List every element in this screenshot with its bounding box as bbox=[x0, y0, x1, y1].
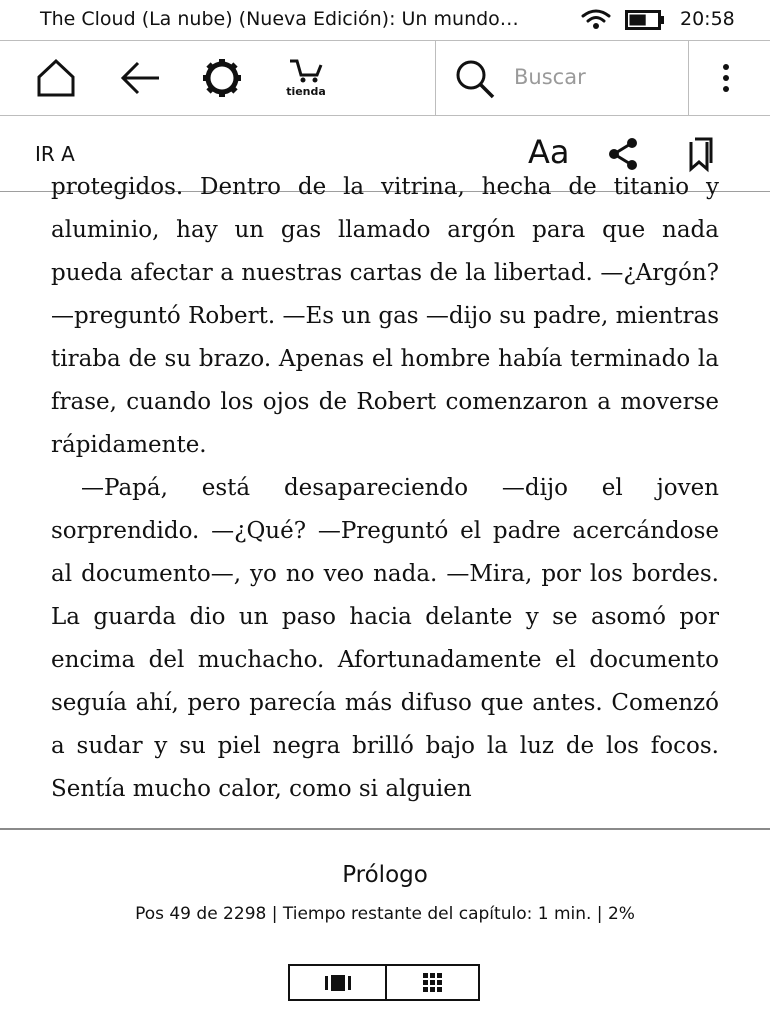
wifi-icon bbox=[581, 8, 611, 30]
arrow-left-icon bbox=[119, 60, 161, 96]
reading-progress: Pos 49 de 2298 | Tiempo restante del capítulo: 1 min. | 2% bbox=[135, 904, 635, 924]
home-icon bbox=[36, 58, 76, 98]
settings-button[interactable] bbox=[194, 41, 250, 115]
divider bbox=[0, 828, 770, 830]
more-vertical-icon bbox=[721, 63, 731, 93]
search-placeholder: Buscar bbox=[514, 65, 586, 89]
battery-icon bbox=[625, 9, 665, 31]
page-view-button[interactable] bbox=[290, 966, 387, 999]
menu-button[interactable] bbox=[704, 41, 748, 115]
reading-area[interactable] bbox=[0, 174, 770, 828]
status-bar bbox=[0, 0, 770, 40]
goto-button[interactable]: IR A bbox=[35, 142, 75, 166]
store-button[interactable] bbox=[278, 41, 334, 115]
page-view-icon bbox=[325, 975, 351, 991]
cart-icon bbox=[286, 58, 326, 84]
grid-view-icon bbox=[423, 973, 443, 993]
back-button[interactable] bbox=[112, 41, 168, 115]
font-settings-button[interactable]: Aa bbox=[528, 133, 570, 171]
search-box[interactable] bbox=[435, 41, 689, 115]
page-text bbox=[51, 166, 719, 811]
grid-view-button[interactable] bbox=[387, 966, 478, 999]
chapter-title: Prólogo bbox=[342, 862, 428, 888]
view-toggle bbox=[288, 964, 480, 1001]
book-title: The Cloud (La nube) (Nueva Edición): Un mundo… bbox=[40, 8, 519, 30]
gear-icon bbox=[201, 57, 243, 99]
top-toolbar bbox=[0, 40, 770, 116]
store-label: tienda bbox=[286, 85, 326, 98]
paragraph: —Papá, está desapareciendo —dijo el joven sorprendido. —¿Qué? —Preguntó el padre acercándose al documento—, yo no veo nada. —Mira, por los bordes. La guarda dio un paso hacia delante y se asomó por encima del muchacho. Afortunadamente el documento seguía ahí, pero parecía más difuso que antes. Comenzó a sudar y su piel negra brilló bajo la luz de los focos. Sentía mucho calor, como si alguien bbox=[51, 475, 719, 802]
paragraph: protegidos. Dentro de la vitrina, hecha de titanio y aluminio, hay un gas llamado argón para que nada pueda afectar a nuestras cartas de la libertad. —¿Argón? —preguntó Robert. —Es un gas —dijo su padre, mientras tiraba de su brazo. Apenas el hombre había terminado la frase, cuando los ojos de Robert comenzaron a moverse rápidamente. bbox=[51, 174, 719, 458]
clock: 20:58 bbox=[680, 8, 735, 30]
search-icon bbox=[454, 58, 496, 100]
home-button[interactable] bbox=[28, 41, 84, 115]
